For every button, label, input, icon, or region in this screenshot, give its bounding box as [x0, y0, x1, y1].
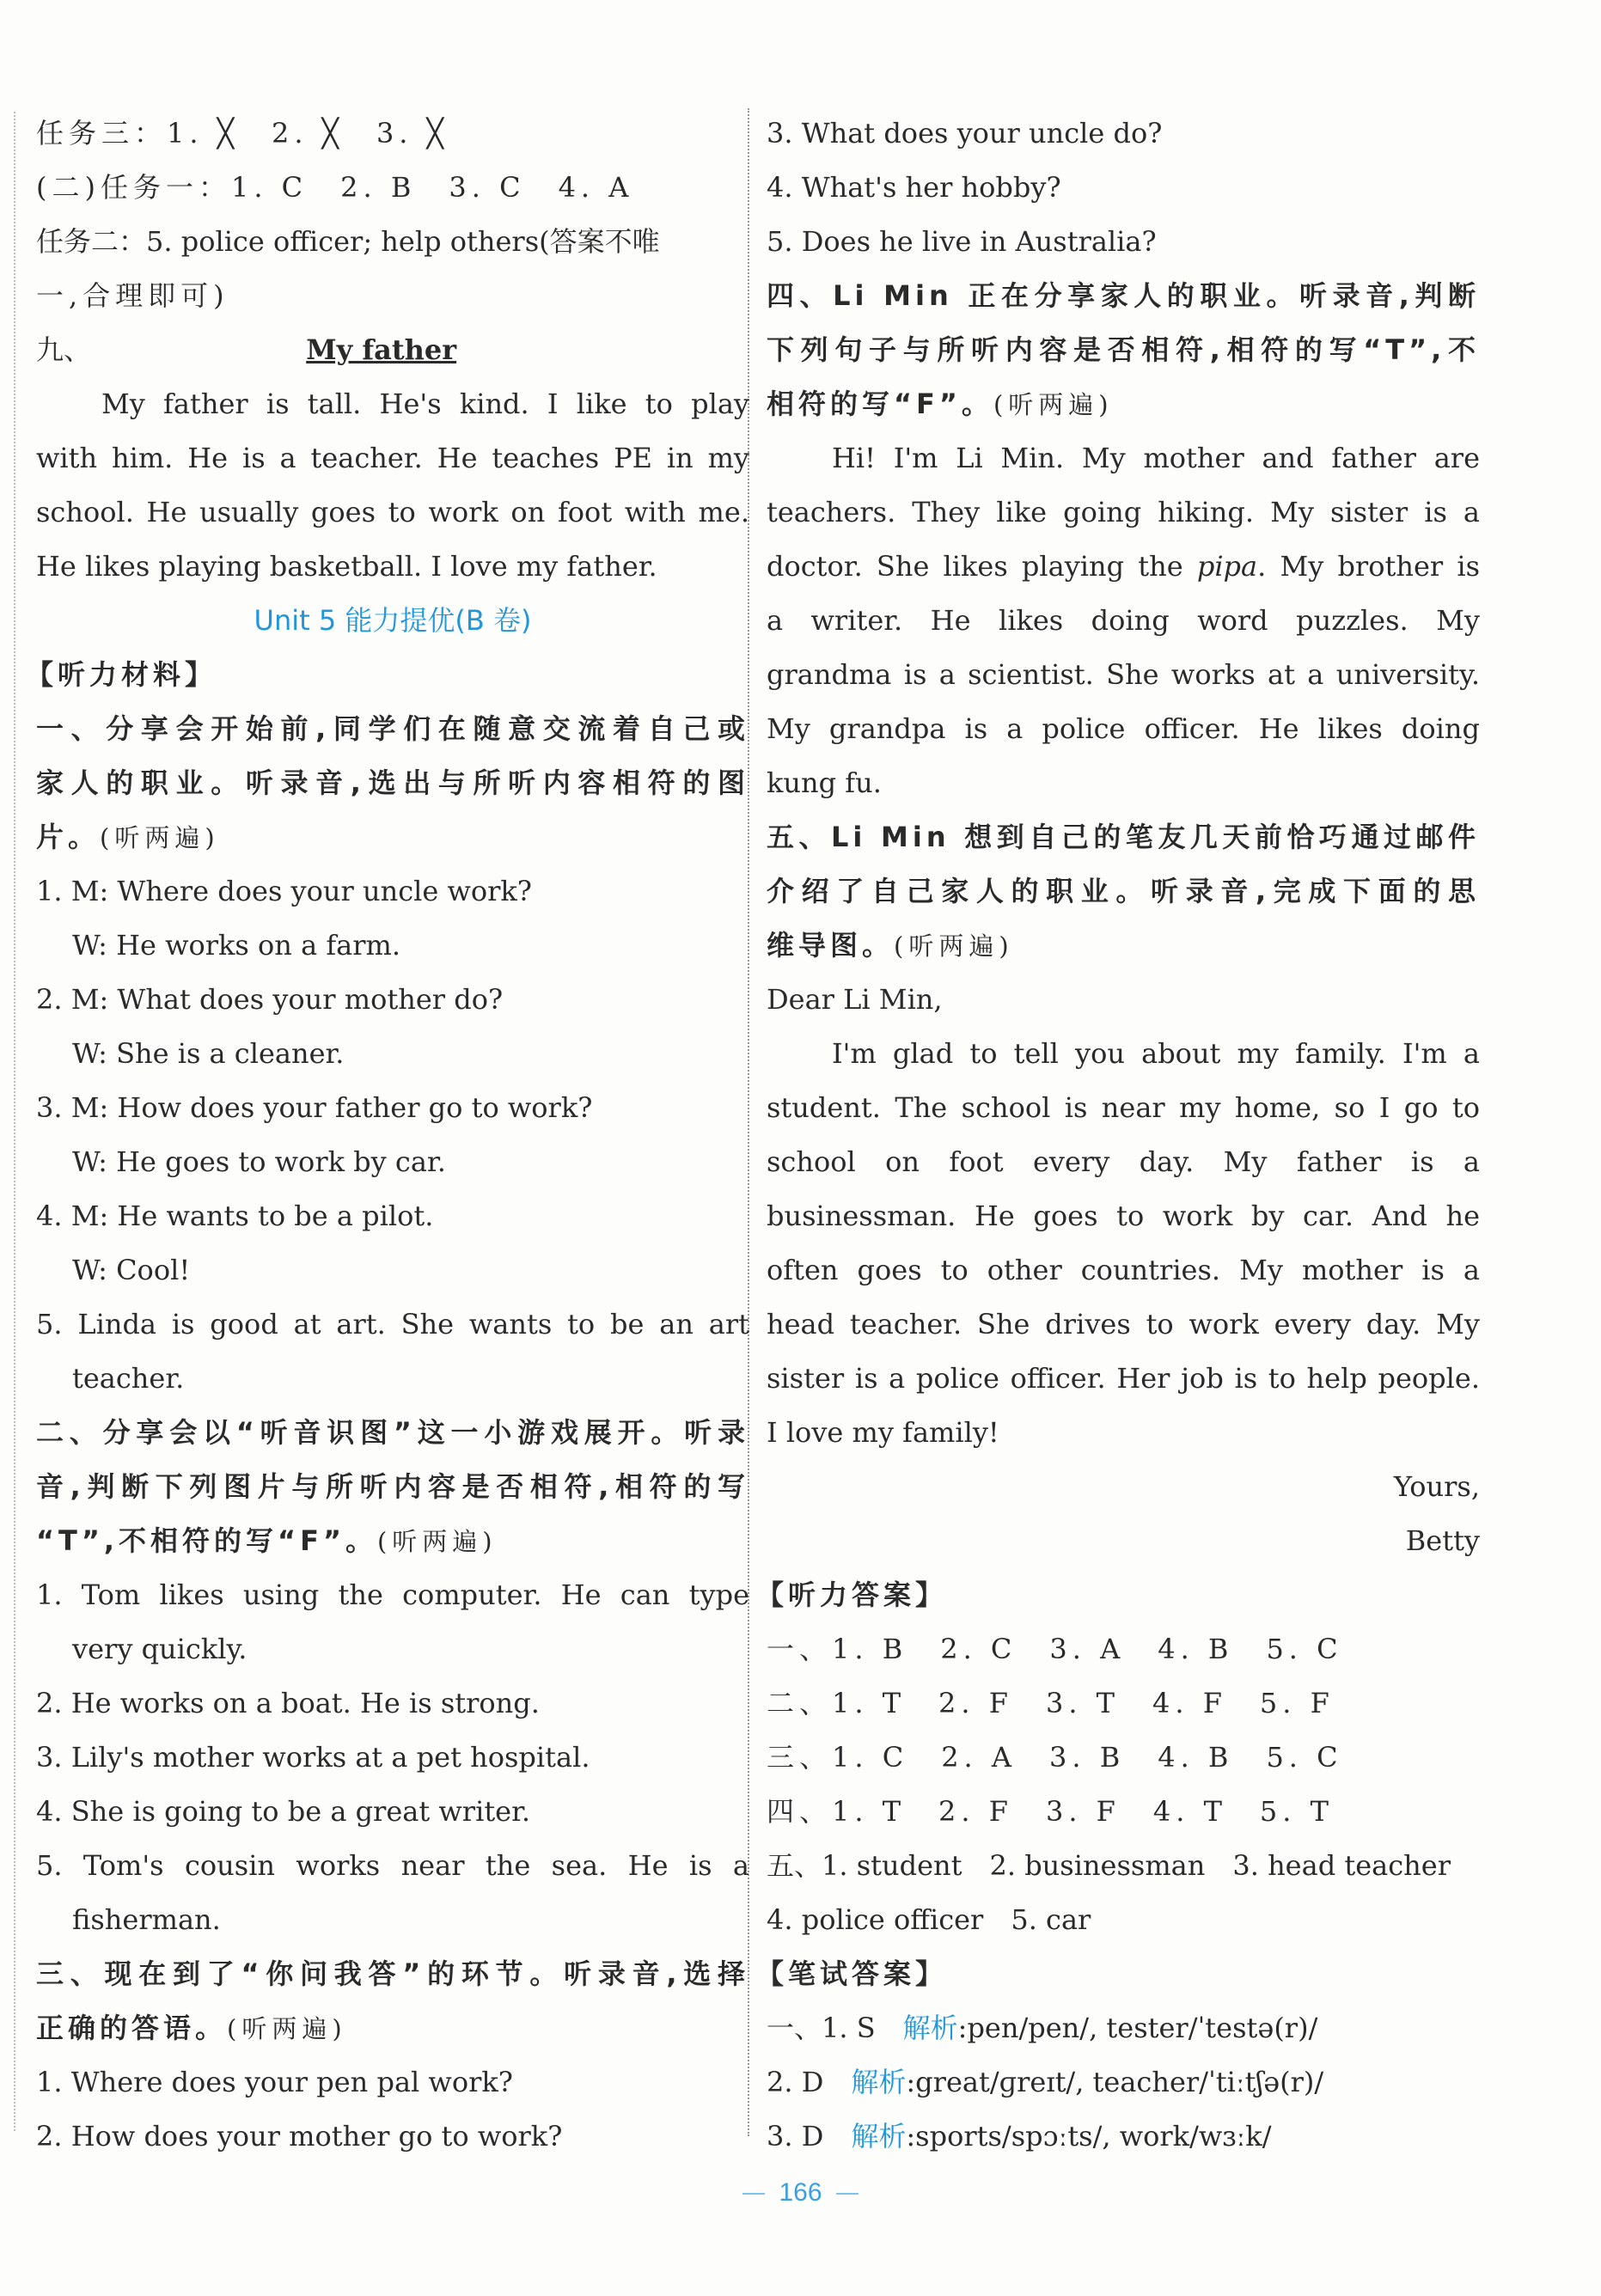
dialogue-line: W: He goes to work by car. — [72, 1145, 446, 1178]
left-margin-rule — [14, 112, 15, 2131]
answer-line: 一,合理即可) — [36, 279, 229, 312]
instruction-line: 音,判断下列图片与所听内容是否相符,相符的写 — [36, 1470, 749, 1503]
passage-text: . My brother is — [1257, 550, 1480, 583]
answer-line: (二)任务一：1. C 2. B 3. C 4. A — [36, 171, 634, 204]
instruction-line — [767, 377, 1480, 431]
answer-line: 五、1. student 2. businessman 3. head teacher — [767, 1849, 1451, 1882]
analysis-label: 解析 — [902, 2012, 958, 2044]
answer-line: 二、1. T 2. F 3. T 4. F 5. F — [767, 1687, 1335, 1719]
essay-line: My father is tall. He's kind. I like to play — [101, 388, 749, 420]
answer-label: 2. D — [767, 2066, 852, 2098]
answer-label: 一、1. S — [767, 2012, 903, 2044]
letter-greeting: Dear Li Min, — [767, 983, 943, 1016]
answer-line: 四、1. T 2. F 3. F 4. T 5. T — [767, 1795, 1334, 1828]
letter-line: sister is a police officer. Her job is to help people. — [767, 1362, 1480, 1395]
dialogue-line: 2. M: What does your mother do? — [36, 983, 504, 1016]
question-line: 4. What's her hobby? — [767, 171, 1061, 204]
page-number-dash — [742, 2193, 765, 2195]
letter-line: head teacher. She drives to work every day. My — [767, 1308, 1480, 1340]
instruction-line: 二、分享会以“听音识图”这一小游戏展开。听录 — [36, 1416, 749, 1449]
essay-line: He likes playing basketball. I love my father. — [36, 550, 657, 583]
dialogue-line: W: Cool! — [72, 1254, 191, 1286]
answer-line: 任务三：1. ╳ 2. ╳ 3. ╳ — [36, 117, 449, 150]
section-number: 九、 — [36, 333, 92, 366]
answer-label: 3. D — [767, 2120, 852, 2152]
instruction-line: 下列句子与所听内容是否相符,相符的写“T”,不 — [767, 333, 1480, 366]
unit-title: Unit 5 能力提优(B 卷) — [254, 604, 532, 637]
passage-line: teachers. They like going hiking. My sister is a — [767, 496, 1480, 528]
instruction-line: 介绍了自己家人的职业。听录音,完成下面的思 — [767, 875, 1480, 907]
answer-line: 4. police officer 5. car — [767, 1903, 1091, 1936]
letter-line: school on foot every day. My father is a — [767, 1145, 1480, 1178]
letter-line: student. The school is near my home, so I go to — [767, 1091, 1480, 1124]
dialogue-line: 3. M: How does your father go to work? — [36, 1091, 593, 1124]
page-number — [0, 2178, 1601, 2207]
instruction-line: 五、Li Min 想到自己的笔友几天前恰巧通过邮件 — [767, 821, 1480, 853]
transcript-line: 4. She is going to be a great writer. — [36, 1795, 531, 1828]
transcript-line: 1. Tom likes using the computer. He can type — [36, 1578, 749, 1611]
analysis-line — [767, 2055, 1480, 2110]
transcript-line: fisherman. — [72, 1903, 221, 1936]
instruction-line: 四、Li Min 正在分享家人的职业。听录音,判断 — [767, 279, 1480, 312]
dialogue-line: 4. M: He wants to be a pilot. — [36, 1200, 434, 1232]
instruction-text: 维导图。 — [767, 929, 895, 962]
letter-line: I'm glad to tell you about my family. I'm a — [832, 1037, 1480, 1070]
right-column — [756, 107, 1480, 2164]
passage-line: My grandpa is a police officer. He likes doing — [767, 712, 1480, 745]
left-column — [26, 107, 749, 2164]
section-heading: 【听力材料】 — [26, 658, 217, 691]
instruction-text: “T”,不相符的写“F”。 — [36, 1524, 377, 1557]
listen-twice-note: (听两遍) — [100, 823, 220, 852]
letter-line: often goes to other countries. My mother is a — [767, 1254, 1480, 1286]
question-line: 1. Where does your pen pal work? — [36, 2066, 513, 2098]
listen-twice-note: (听两遍) — [894, 931, 1014, 961]
analysis-line — [767, 2001, 1480, 2055]
dialogue-line: teacher. — [72, 1362, 185, 1395]
analysis-label: 解析 — [851, 2120, 907, 2152]
analysis-label: 解析 — [851, 2066, 907, 2098]
instruction-line — [36, 2001, 749, 2055]
instruction-text: 片。 — [36, 821, 101, 853]
dialogue-line: 5. Linda is good at art. She wants to be an art — [36, 1308, 749, 1340]
transcript-line: very quickly. — [72, 1633, 247, 1665]
passage-line: grandma is a scientist. She works at a university. — [767, 658, 1480, 691]
question-line: 5. Does he live in Australia? — [767, 225, 1157, 258]
analysis-text: :great/ɡreɪt/, teacher/ˈtiːtʃə(r)/ — [906, 2066, 1324, 2098]
instruction-text: 正确的答语。 — [36, 2012, 228, 2044]
listen-twice-note: (听两遍) — [993, 390, 1114, 419]
instruction-text: 相符的写“F”。 — [767, 388, 993, 420]
dialogue-line: 1. M: Where does your uncle work? — [36, 875, 532, 907]
listen-twice-note: (听两遍) — [227, 2014, 347, 2043]
analysis-text: :pen/pen/, tester/ˈtestə(r)/ — [957, 2012, 1318, 2044]
instruction-line — [767, 919, 1480, 973]
answer-line: 一、1. B 2. C 3. A 4. B 5. C — [767, 1633, 1343, 1665]
instruction-line: 三、现在到了“你问我答”的环节。听录音,选择 — [36, 1957, 749, 1990]
transcript-line: 5. Tom's cousin works near the sea. He is a — [36, 1849, 749, 1882]
letter-closing: Yours, — [1393, 1470, 1480, 1503]
letter-line: I love my family! — [767, 1416, 999, 1449]
question-line: 3. What does your uncle do? — [767, 117, 1163, 150]
instruction-line: 家人的职业。听录音,选出与所听内容相符的图 — [36, 766, 749, 799]
passage-italic: pipa — [1196, 550, 1258, 583]
section-heading: 【听力答案】 — [756, 1578, 948, 1611]
passage-text: doctor. She likes playing the — [767, 550, 1197, 583]
transcript-line: 3. Lily's mother works at a pet hospital. — [36, 1741, 590, 1774]
passage-line: a writer. He likes doing word puzzles. My — [767, 604, 1480, 637]
essay-line: school. He usually goes to work on foot with me. — [36, 496, 749, 528]
question-line: 2. How does your mother go to work? — [36, 2120, 563, 2152]
transcript-line: 2. He works on a boat. He is strong. — [36, 1687, 540, 1719]
instruction-line — [36, 1514, 749, 1568]
essay-line: with him. He is a teacher. He teaches PE in my — [36, 442, 749, 474]
answer-line: 三、1. C 2. A 3. B 4. B 5. C — [767, 1741, 1343, 1774]
passage-line: kung fu. — [767, 766, 882, 799]
page-number-dash — [836, 2193, 859, 2195]
section-heading: 【笔试答案】 — [756, 1957, 948, 1990]
essay-heading — [36, 323, 749, 377]
letter-line: businessman. He goes to work by car. And he — [767, 1200, 1480, 1232]
instruction-line — [36, 810, 749, 864]
listen-twice-note: (听两遍) — [376, 1527, 498, 1556]
essay-title: My father — [306, 333, 457, 366]
letter-signature: Betty — [1405, 1524, 1480, 1557]
instruction-line: 一、分享会开始前,同学们在随意交流着自己或 — [36, 712, 749, 745]
dialogue-line: W: He works on a farm. — [72, 929, 401, 962]
answer-line: 任务二：5. police officer; help others(答案不唯 — [36, 225, 660, 258]
passage-line — [767, 540, 1480, 594]
passage-line: Hi! I'm Li Min. My mother and father are — [832, 442, 1480, 474]
dialogue-line: W: She is a cleaner. — [72, 1037, 345, 1070]
analysis-text: :sports/spɔːts/, work/wɜːk/ — [906, 2120, 1272, 2152]
page-number-text: 166 — [779, 2178, 822, 2207]
analysis-line — [767, 2110, 1480, 2164]
